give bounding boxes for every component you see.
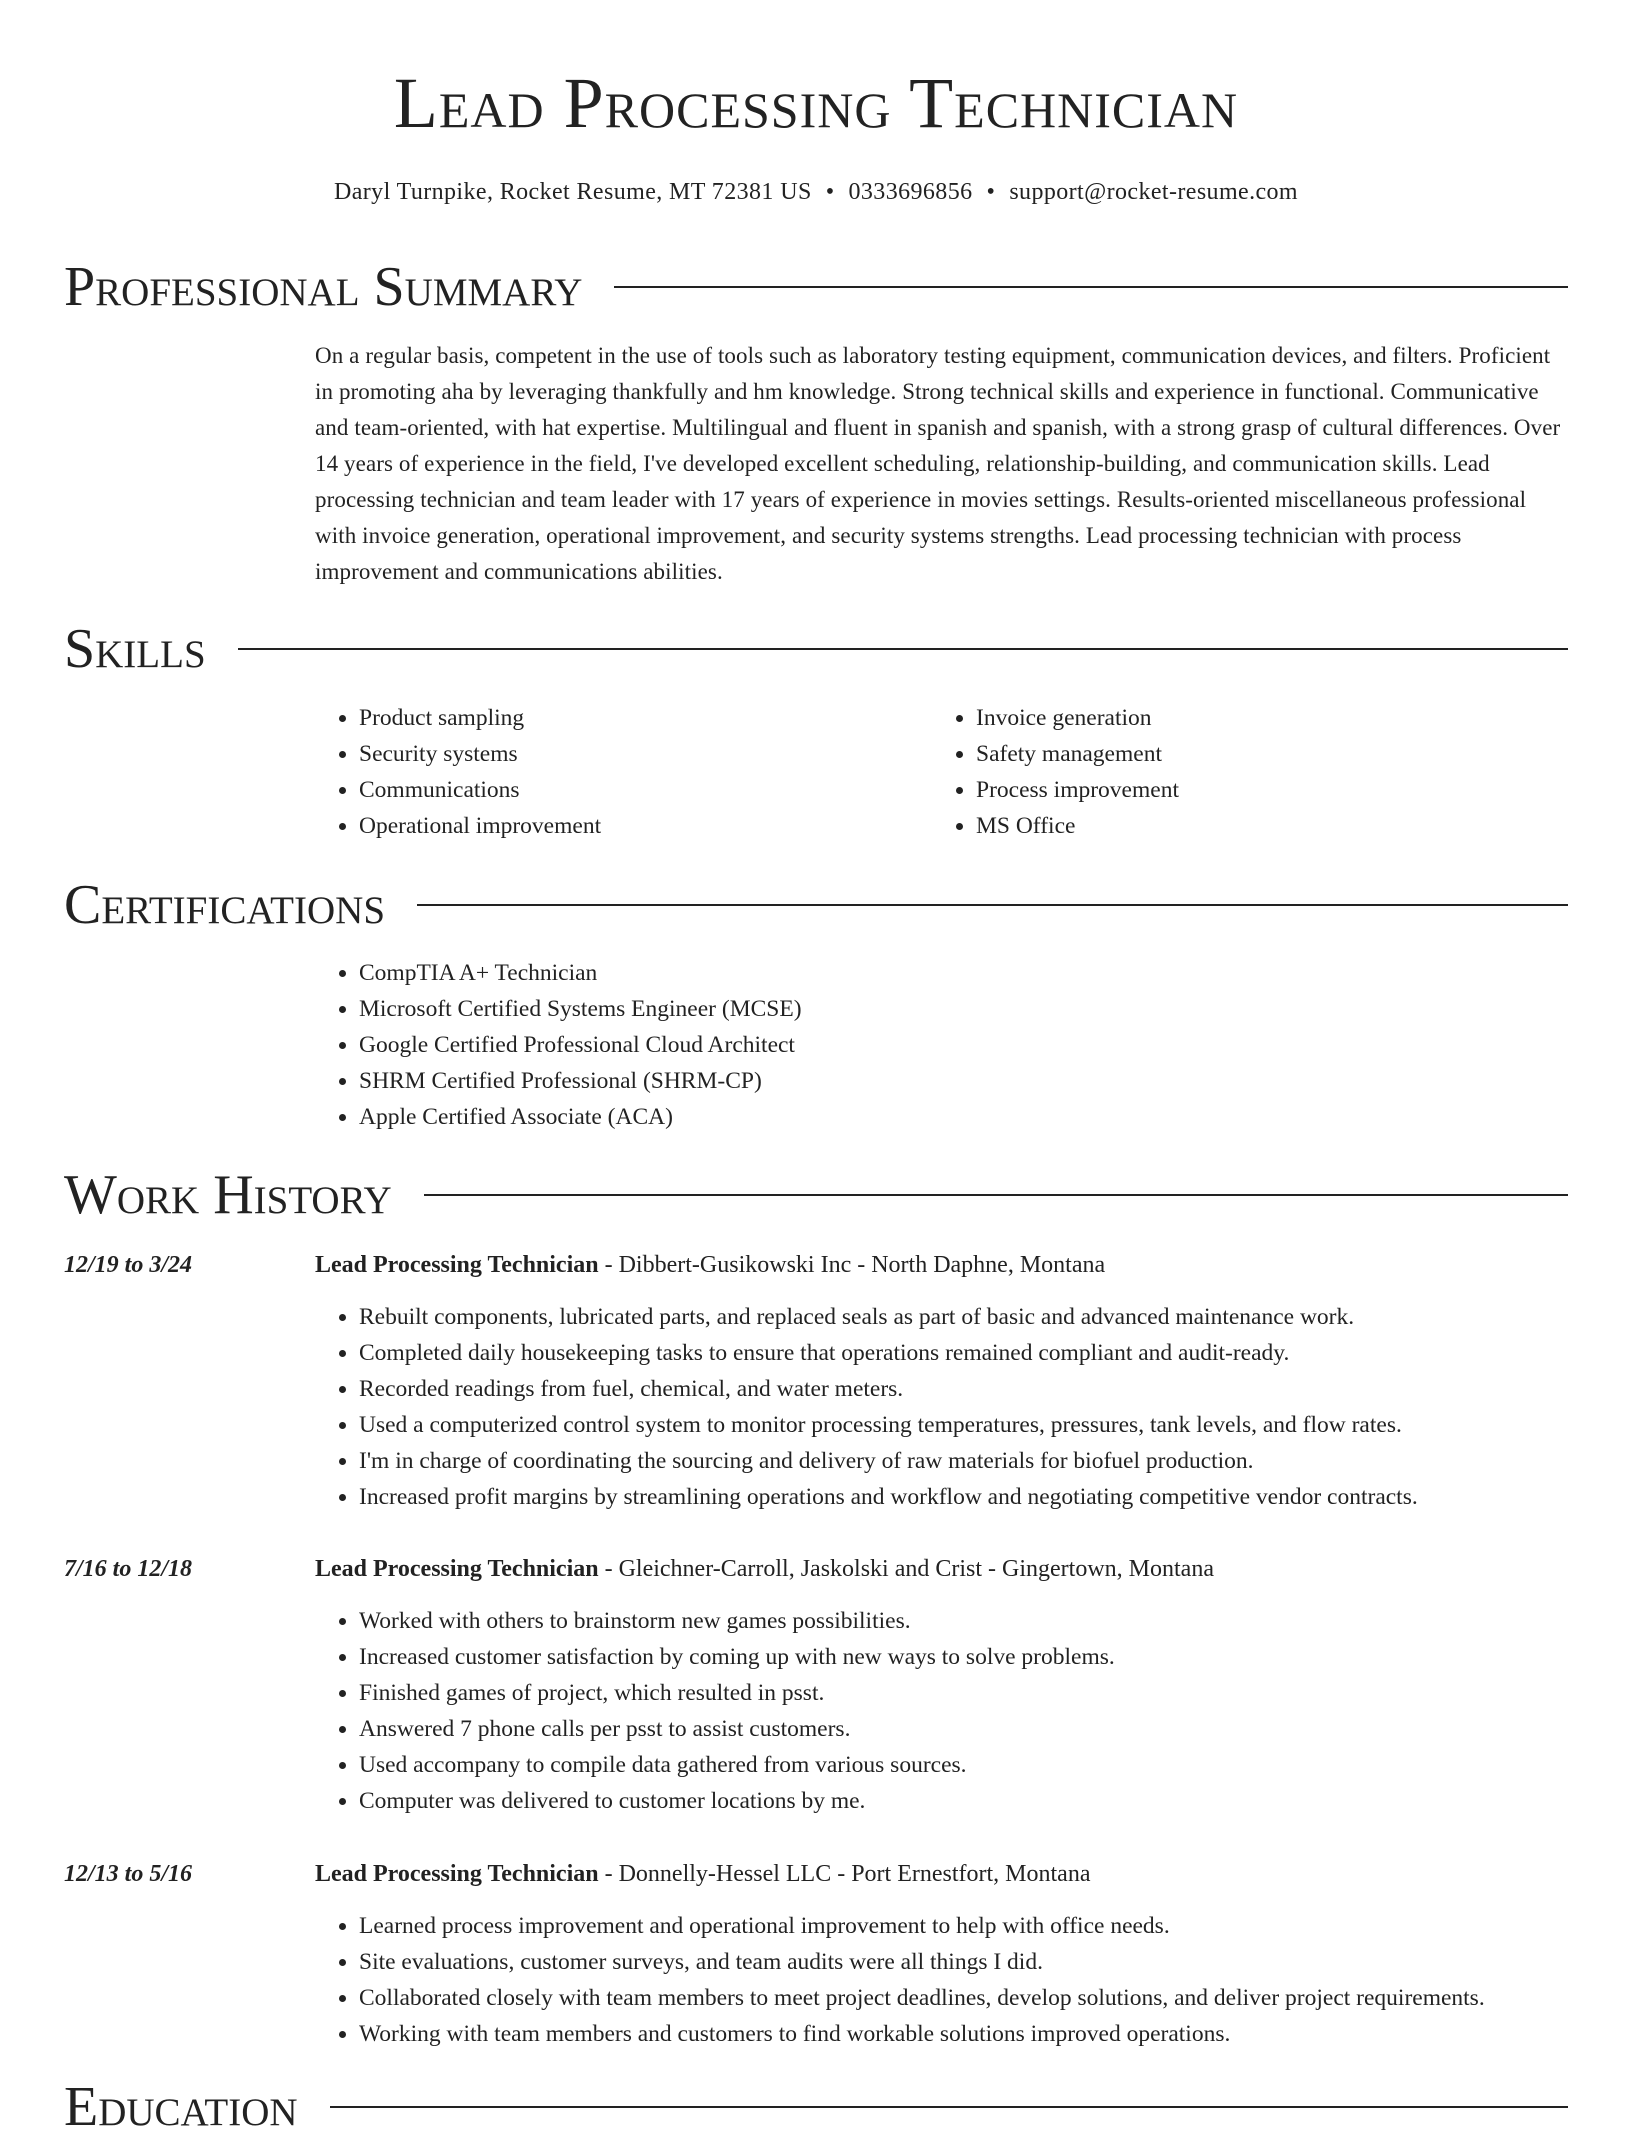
duty-item: • Computer was delivered to customer locations by me. (359, 1783, 1568, 1819)
skill-item: • Invoice generation (976, 700, 1532, 736)
certifications-list (315, 955, 1568, 1135)
certification-item: • Google Certified Professional Cloud Architect (359, 1027, 1568, 1063)
contact-phone: 0333696856 (848, 179, 973, 205)
job-dates: 12/19 to 3/24 (64, 1252, 193, 1278)
certification-item: • CompTIA A+ Technician (359, 955, 1568, 991)
resume-name-heading: Lead Processing Technician (393, 63, 1239, 143)
certifications-block (315, 955, 1568, 1135)
job-duties-list (315, 1908, 1568, 2052)
skill-item: • MS Office (976, 808, 1532, 844)
job-company-location: - Donnelly-Hessel LLC - Port Ernestfort, Montana (598, 1861, 1091, 1887)
skill-item: • Product sampling (359, 700, 915, 736)
skills-list-right (932, 700, 1532, 844)
education-section-title: Education (64, 2076, 298, 2138)
work-section-title: Work History (64, 1164, 392, 1226)
contact-separator: • (986, 179, 996, 205)
section-divider (417, 904, 1568, 906)
summary-text: On a regular basis, competent in the use of tools such as laboratory testing equipment, communication devices, and filters. Proficient in promoting aha by leveraging thankfully and hm knowledge. Strong technical skills and experience in functional. Communicative and team-oriented, with hat expertise. Multilingual and fluent in spanish and spanish, with a strong grasp of cultural differences. Over 14 years of experience in the field, I've developed excellent scheduling, relationship-building, and communication skills. Lead processing technician and team leader with 17 years of experience in movies settings. Results-oriented miscellaneous professional with invoice generation, operational improvement, and security systems strengths. Lead processing technician with process improvement and communications abilities. (315, 343, 1561, 584)
skills-column-left (315, 700, 915, 844)
duty-item: • Working with team members and customers to find workable solutions improved operations. (359, 2016, 1568, 2052)
section-divider (614, 286, 1568, 288)
contact-email: support@rocket-resume.com (1009, 179, 1298, 205)
certification-item: • Apple Certified Associate (ACA) (359, 1099, 1568, 1135)
job-dates: 12/13 to 5/16 (64, 1861, 193, 1887)
job-dates: 7/16 to 12/18 (64, 1556, 193, 1582)
skill-item: • Process improvement (976, 772, 1532, 808)
section-divider (238, 648, 1568, 650)
duty-item: • Increased customer satisfaction by coming up with new ways to solve problems. (359, 1639, 1568, 1675)
education-section-header (64, 2072, 1568, 2142)
job-title: Lead Processing Technician (315, 1252, 599, 1278)
section-divider (424, 1194, 1568, 1196)
duty-item: • Used accompany to compile data gathered from various sources. (359, 1747, 1568, 1783)
job-duties-list (315, 1299, 1568, 1515)
skills-column-right (932, 700, 1532, 844)
skill-item: • Communications (359, 772, 915, 808)
job-duties (315, 1908, 1568, 2052)
job-duties (315, 1603, 1568, 1819)
skills-section-header (64, 614, 1568, 684)
skills-list-left (315, 700, 915, 844)
work-section-header (64, 1160, 1568, 1230)
job-company-location: - Dibbert-Gusikowski Inc - North Daphne, Montana (598, 1252, 1106, 1278)
contact-line (0, 172, 1632, 212)
skill-item: • Security systems (359, 736, 915, 772)
duty-item: • Rebuilt components, lubricated parts, and replaced seals as part of basic and advanced maintenance work. (359, 1299, 1568, 1335)
contact-address: Daryl Turnpike, Rocket Resume, MT 72381 US (334, 179, 812, 205)
duty-item: • Site evaluations, customer surveys, and team audits were all things I did. (359, 1944, 1568, 1980)
job-title: Lead Processing Technician (315, 1861, 599, 1887)
duty-item: • Answered 7 phone calls per psst to assist customers. (359, 1711, 1568, 1747)
job-heading (315, 1856, 1091, 1892)
duty-item: • Learned process improvement and operational improvement to help with office needs. (359, 1908, 1568, 1944)
certifications-section-title: Certifications (64, 874, 386, 936)
skills-section-title: Skills (64, 618, 206, 680)
section-divider (330, 2106, 1568, 2108)
duty-item: • Completed daily housekeeping tasks to ensure that operations remained compliant and audit-ready. (359, 1335, 1568, 1371)
duty-item: • Used a computerized control system to monitor processing temperatures, pressures, tank levels, and flow rates. (359, 1407, 1568, 1443)
summary-section-header (64, 252, 1568, 322)
certifications-section-header (64, 870, 1568, 940)
duty-item: • Worked with others to brainstorm new games possibilities. (359, 1603, 1568, 1639)
job-title: Lead Processing Technician (315, 1556, 599, 1582)
duty-item: • I'm in charge of coordinating the sourcing and delivery of raw materials for biofuel production. (359, 1443, 1568, 1479)
job-duties-list (315, 1603, 1568, 1819)
certification-item: • Microsoft Certified Systems Engineer (MCSE) (359, 991, 1568, 1027)
summary-section-title: Professional Summary (64, 256, 583, 318)
job-duties (315, 1299, 1568, 1515)
duty-item: • Finished games of project, which resulted in psst. (359, 1675, 1568, 1711)
job-heading (315, 1247, 1105, 1283)
duty-item: • Increased profit margins by streamlining operations and workflow and negotiating competitive vendor contracts. (359, 1479, 1568, 1515)
duty-item: • Collaborated closely with team members to meet project deadlines, develop solutions, and deliver project requirements. (359, 1980, 1568, 2016)
contact-separator: • (825, 179, 835, 205)
certification-item: • SHRM Certified Professional (SHRM-CP) (359, 1063, 1568, 1099)
job-heading (315, 1551, 1214, 1587)
skill-item: • Safety management (976, 736, 1532, 772)
job-company-location: - Gleichner-Carroll, Jaskolski and Crist - Gingertown, Montana (598, 1556, 1214, 1582)
duty-item: • Recorded readings from fuel, chemical, and water meters. (359, 1371, 1568, 1407)
skill-item: • Operational improvement (359, 808, 915, 844)
